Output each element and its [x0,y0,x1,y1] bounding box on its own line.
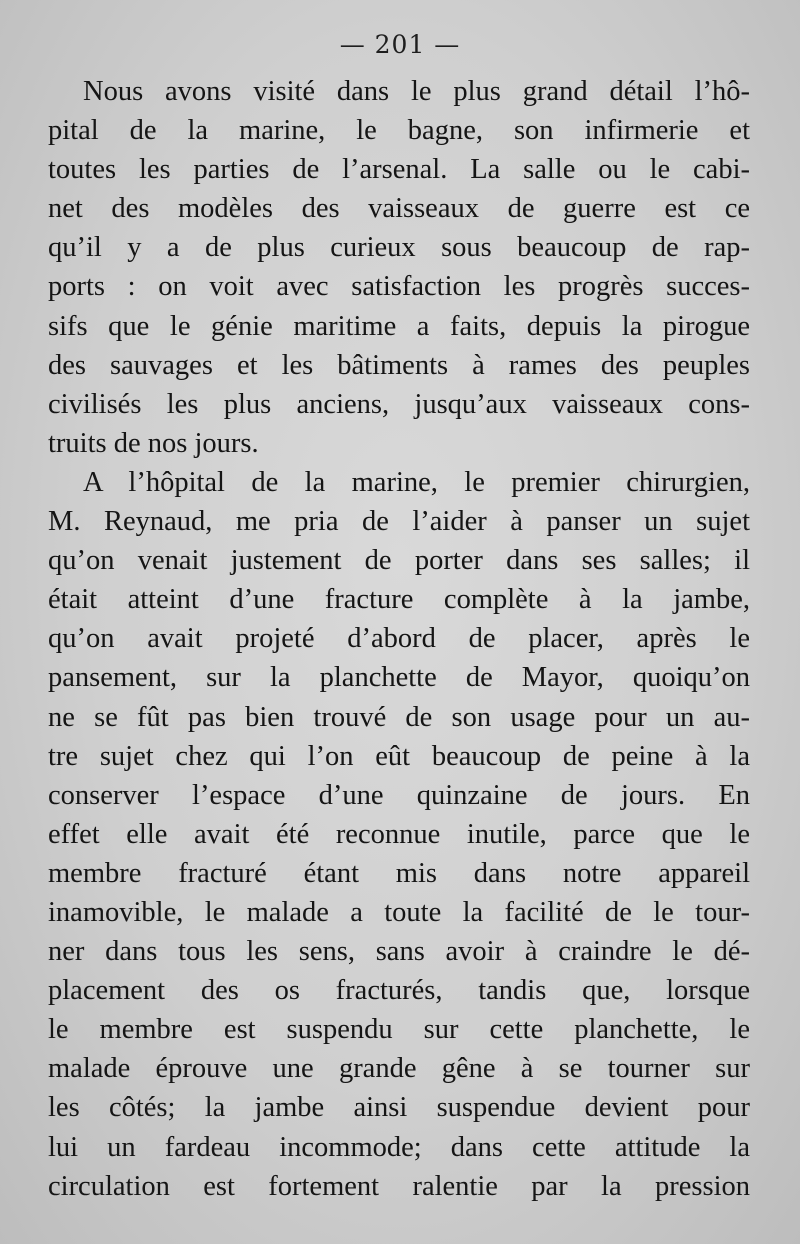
text-line: malade éprouve une grande gêne à se tourner sur [48,1053,750,1085]
text-line: circulation est fortement ralentie par la pression [48,1170,750,1202]
text-line: qu’on avait projeté d’abord de placer, après le [48,623,750,655]
text-line: M. Reynaud, me pria de l’aider à panser un sujet [48,506,750,538]
text-line: ne se fût pas bien trouvé de son usage pour un au- [48,701,750,733]
text-line: ports : on voit avec satisfaction les progrès succes- [48,271,750,303]
text-line: lui un fardeau incommode; dans cette attitude la [48,1131,750,1163]
body-text [48,72,750,1206]
text-line: des sauvages et les bâtiments à rames des peuples [48,349,750,381]
text-line: civilisés les plus anciens, jusqu’aux vaisseaux cons- [48,388,750,420]
page-number: — 201 — [339,30,461,59]
text-line: sifs que le génie maritime a faits, depuis la pirogue [48,310,750,342]
text-line: placement des os fracturés, tandis que, lorsque [48,975,750,1007]
text-line: qu’il y a de plus curieux sous beaucoup de rap- [48,232,750,264]
text-line: pansement, sur la planchette de Mayor, quoiqu’on [48,662,750,694]
text-line: pital de la marine, le bagne, son infirmerie et [48,115,750,147]
text-line: net des modèles des vaisseaux de guerre est ce [48,193,750,225]
text-line: les côtés; la jambe ainsi suspendue devient pour [48,1092,750,1124]
text-line: membre fracturé étant mis dans notre appareil [48,857,750,889]
text-line: conserver l’espace d’une quinzaine de jours. En [48,779,750,811]
text-line: A l’hôpital de la marine, le premier chirurgien, [83,466,750,498]
text-line: inamovible, le malade a toute la facilité de le tour- [48,896,750,928]
text-line: tre sujet chez qui l’on eût beaucoup de peine à la [48,740,750,772]
text-line: truits de nos jours. [48,427,259,459]
text-line: ner dans tous les sens, sans avoir à craindre le dé- [48,936,750,968]
text-line: était atteint d’une fracture complète à la jambe, [48,584,750,616]
text-line: qu’on venait justement de porter dans ses salles; il [48,545,750,577]
text-line: le membre est suspendu sur cette planchette, le [48,1014,750,1046]
text-line: Nous avons visité dans le plus grand détail l’hô- [83,76,750,107]
text-line: toutes les parties de l’arsenal. La salle ou le cabi- [48,154,750,186]
text-line: effet elle avait été reconnue inutile, parce que le [48,818,750,850]
